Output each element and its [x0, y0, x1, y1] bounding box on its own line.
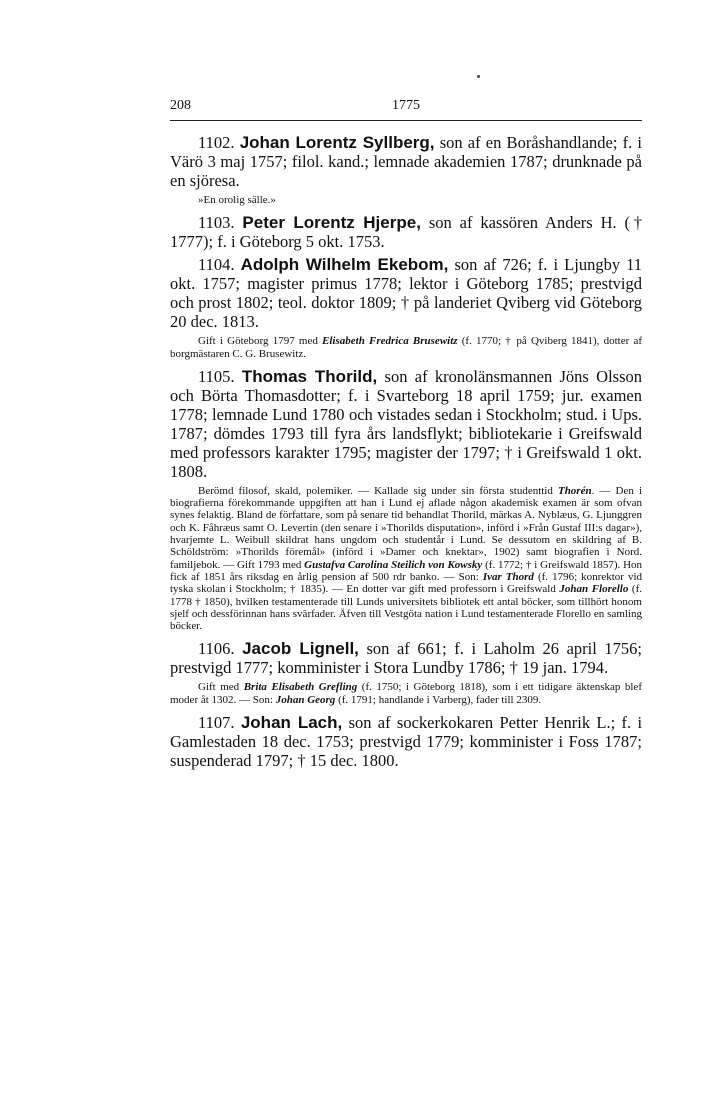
entry-text: son af kassören Anders H. († 1777); f. i Göteborg 5 okt. 1753.	[170, 213, 642, 252]
entry-number: 1102.	[198, 133, 235, 152]
note-text: (f. 1778 † 1850), hvilken testamenterade till Lunds universitets bibliotek ett antal böcker, som tillhört honom sjelf och dessförinnan hans svärfader. Äfven till Vestgöta nation i Lund testamenterade Florello en samling böcker.	[170, 583, 642, 633]
note-text: (f. 1750; i Göteborg 1818), som i ett tidigare äktenskap blef moder åt 1302. — Son:	[170, 681, 642, 706]
running-year: 1775	[392, 98, 420, 113]
entry-1104	[170, 255, 642, 331]
note-text: . — Den i biografierna förekommande uppgiften att han i Lund ej aflade någon akademisk examen är som ofvan synes felaktig. Bland de författare, som på senare tid behandlat Thorild, märkas A. Nyblæus, G. Ljunggren och K. Fåhræus samt O. Levertin (den senare i »Thorilds disputation», införd i »Från Gustaf III:s dagar»), hvarjemte L. Weibull skildrat hans ungdom och studentår i Lund. Se dessutom en skildring af B. Schöldström: »Thorilds föremål» (införd i »Damer och knektar», 1902) samt biografien i Nord. familjebok. — Gift 1793 med	[170, 484, 642, 571]
spouse-name: Brita Elisabeth Grefling	[243, 681, 358, 694]
person-name: Johan Lorentz Syllberg,	[239, 133, 435, 152]
note-text: (f. 1770; † på Qviberg 1841), dotter af borgmästaren C. G. Brusewitz.	[170, 335, 643, 360]
print-speck	[477, 75, 480, 78]
entry-number: 1105.	[198, 366, 235, 386]
entry-1105	[170, 367, 642, 481]
entry-1107	[170, 713, 642, 770]
entry-1106	[170, 639, 642, 677]
note-text: Berömd filosof, skald, polemiker. — Kallade sig under sin första studenttid	[198, 484, 558, 497]
entry-note	[170, 485, 642, 633]
person-name: Adolph Wilhelm Ekebom,	[240, 255, 449, 275]
person-name: Jacob Lignell,	[242, 639, 359, 659]
header-rule	[170, 120, 642, 121]
document-page	[170, 98, 642, 774]
alias-name: Thorén	[557, 484, 592, 497]
page-number: 208	[170, 98, 191, 113]
entry-note: »En orolig sälle.»	[198, 194, 276, 206]
page-header	[170, 98, 642, 116]
entry-number: 1107.	[198, 713, 235, 733]
entry-text: son af 661; f. i Laholm 26 april 1756; prestvigd 1777; komminister i Stora Lundby 1786; † 19 jan. 1794.	[170, 639, 643, 678]
spouse-name: Gustafva Carolina Steilich von Kowsky	[304, 558, 483, 571]
person-name: Thomas Thorild,	[241, 366, 378, 386]
note-text: (f. 1772; † i Greifswald 1857). Hon fick af 1851 års riksdag en årlig pension af 500 rdr banko. — Son:	[170, 558, 643, 583]
entry-1103	[170, 213, 642, 251]
note-text: Gift i Göteborg 1797 med	[198, 335, 323, 348]
son-name: Ivar Thord	[482, 570, 534, 583]
person-name: Johan Lach,	[240, 713, 343, 733]
person-name: Peter Lorentz Hjerpe,	[242, 213, 421, 233]
entry-number: 1104.	[198, 255, 235, 275]
note-text: (f. 1796; konrektor vid tyska skolan i Stockholm; † 1835). — En dotter var gift med professorn i Greifswald	[170, 570, 643, 596]
note-text: (f. 1791; handlande i Varberg), fader till 2309.	[335, 693, 542, 706]
spouse-name: Elisabeth Fredrica Brusewitz	[322, 335, 458, 348]
entry-1102	[170, 133, 642, 190]
entry-number: 1103.	[198, 213, 235, 233]
son-in-law-name: Johan Florello	[559, 583, 629, 596]
entry-text: son af kronolänsmannen Jöns Olsson och Börta Thomasdotter; f. i Svarteborg 18 april 1759; jur. examen 1778; lemnade Lund 1780 och vistades sedan i Stockholm; stud. i Ups. 1787; dömdes 1793 till fyra års landsflykt; bibliotekarie i Greifswald med professors karakter 1795; magister der 1797; † i Greifswald 1 okt. 1808.	[170, 366, 642, 481]
entry-text: son af sockerkokaren Petter Henrik L.; f. i Gamlestaden 18 dec. 1753; prestvigd 1779; komminister i Foss 1787; suspenderad 1797; † 15 dec. 1800.	[170, 713, 643, 771]
entry-note	[170, 335, 642, 360]
son-name: Johan Georg	[275, 693, 336, 706]
note-text: Gift med	[198, 681, 244, 694]
entry-number: 1106.	[198, 639, 235, 659]
entry-text: son af en Boråshandlande; f. i Värö 3 maj 1757; filol. kand.; lemnade akademien 1787; drunknade på en sjöresa.	[170, 133, 643, 190]
entry-note	[170, 681, 642, 706]
entry-text: son af 726; f. i Ljungby 11 okt. 1757; magister primus 1778; lektor i Göteborg 1785; prestvigd och prost 1802; teol. doktor 1809; † på landeriet Qviberg vid Göteborg 20 dec. 1813.	[170, 255, 643, 332]
